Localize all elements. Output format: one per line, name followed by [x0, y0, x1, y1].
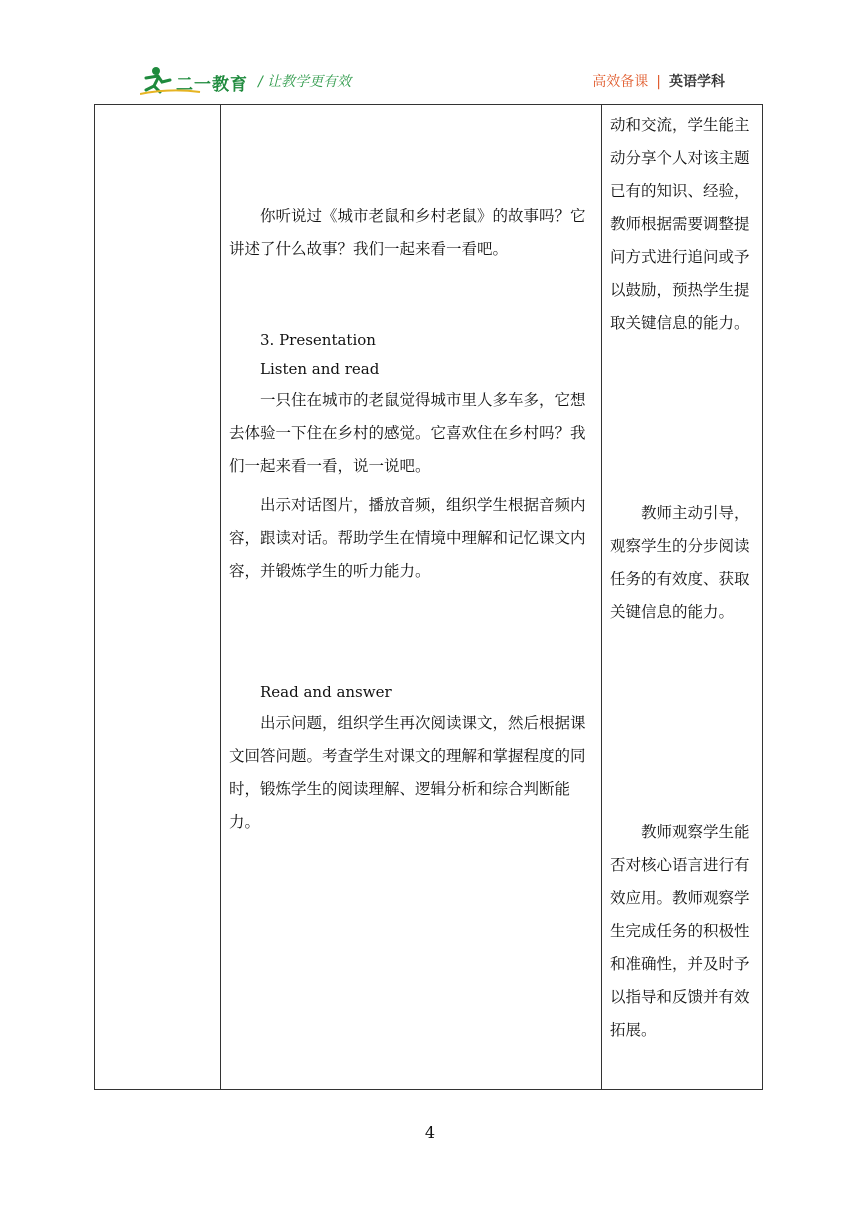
read-answer-label: Read and answer — [260, 683, 392, 701]
header-right-label: 高效备课 — [592, 74, 649, 90]
right-note-2-text: 教师主动引导，观察学生的分步阅读任务的有效度、获取关键信息的能力。 — [610, 504, 750, 621]
right-cell — [602, 105, 763, 1090]
page-number: 4 — [424, 1123, 436, 1142]
intro-paragraph — [229, 200, 595, 266]
right-note-1: 动和交流，学生能主动分享个人对该主题已有的知识、经验，教师根据需要调整提问方式进行追问或予以鼓励，预热学生提取关键信息的能力。 — [610, 116, 750, 332]
listen-read-label: Listen and read — [260, 360, 380, 378]
lesson-table — [94, 104, 763, 1090]
right-note-2 — [610, 497, 756, 629]
intro-text: 你听说过《城市老鼠和乡村老鼠》的故事吗？它讲述了什么故事？我们一起来看一看吧。 — [229, 207, 586, 258]
header-right — [592, 71, 725, 91]
right-note-3-text: 教师观察学生能否对核心语言进行有效应用。教师观察学生完成任务的积极性和准确性，并及时予以指导和反馈并有效拓展。 — [610, 823, 750, 1039]
left-cell — [95, 105, 221, 1090]
subject-label: 英语学科 — [669, 74, 725, 90]
middle-cell — [221, 105, 602, 1090]
listen-read-paragraph-1 — [229, 384, 595, 483]
presentation-title: 3. Presentation — [260, 331, 376, 349]
slogan: / 让教学更有效 — [258, 74, 352, 90]
listen-read-paragraph-2 — [229, 489, 595, 588]
listen-read-text-1: 一只住在城市的老鼠觉得城市里人多车多，它想去体验一下住在乡村的感觉。它喜欢住在乡村吗？我们一起来看一看，说一说吧。 — [229, 391, 586, 475]
page-header — [0, 0, 860, 100]
listen-read-text-2: 出示对话图片，播放音频，组织学生根据音频内容，跟读对话。帮助学生在情境中理解和记忆课文内容，并锻炼学生的听力能力。 — [229, 496, 586, 580]
table-row — [95, 105, 763, 1090]
brand-name: 二一教育 — [176, 75, 248, 95]
header-separator: | — [656, 74, 661, 90]
read-answer-paragraph — [229, 707, 595, 839]
right-note-3 — [610, 816, 756, 1047]
read-answer-text: 出示问题，组织学生再次阅读课文，然后根据课文回答问题。考查学生对课文的理解和掌握程度的同时，锻炼学生的阅读理解、逻辑分析和综合判断能力。 — [229, 714, 586, 831]
